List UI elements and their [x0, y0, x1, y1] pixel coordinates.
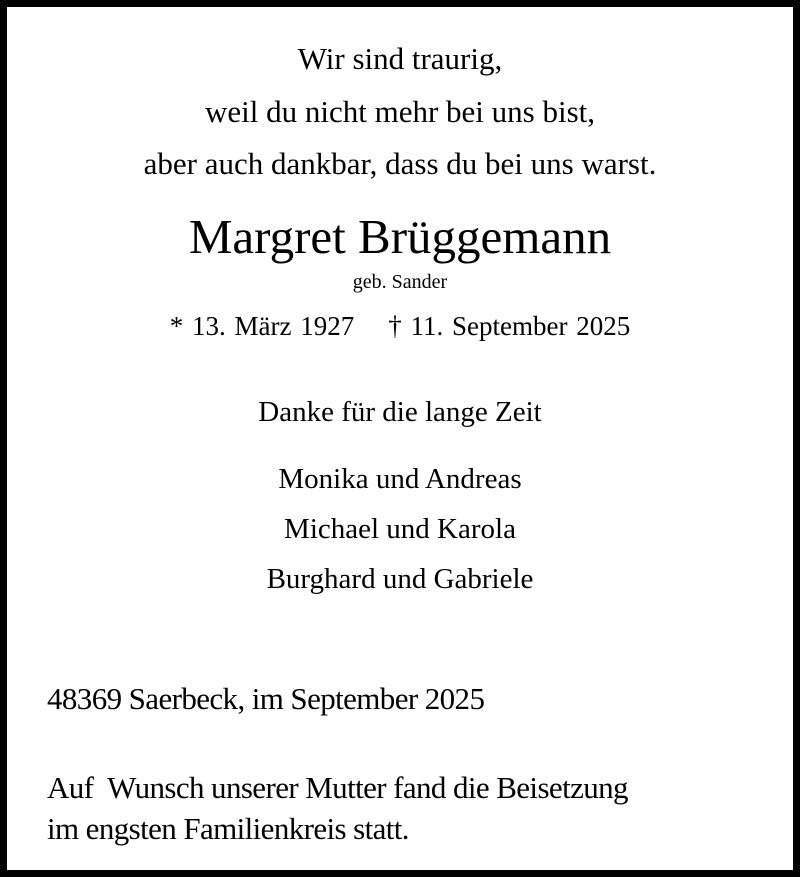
deceased-name: Margret Brüggemann	[188, 209, 612, 264]
death-date: † 11. September 2025	[388, 311, 631, 341]
verse-line: weil du nicht mehr bei uns bist,	[204, 94, 596, 129]
family-member: Michael und Karola	[284, 513, 516, 545]
note-line: im engsten Familienkreis statt.	[47, 811, 409, 846]
life-dates	[7, 313, 793, 340]
maiden-name: geb. Sander	[352, 271, 448, 293]
family-member: Monika und Andreas	[278, 463, 522, 495]
family-member: Burghard und Gabriele	[266, 563, 534, 595]
verse-line: aber auch dankbar, dass du bei uns warst.	[143, 146, 657, 181]
note-line: Auf Wunsch unserer Mutter fand die Beisetzung	[47, 770, 628, 805]
birth-date: * 13. März 1927	[169, 311, 355, 341]
verse-line: Wir sind traurig,	[297, 41, 503, 76]
thanks-line: Danke für die lange Zeit	[258, 396, 542, 428]
place-date: 48369 Saerbeck, im September 2025	[47, 681, 485, 716]
